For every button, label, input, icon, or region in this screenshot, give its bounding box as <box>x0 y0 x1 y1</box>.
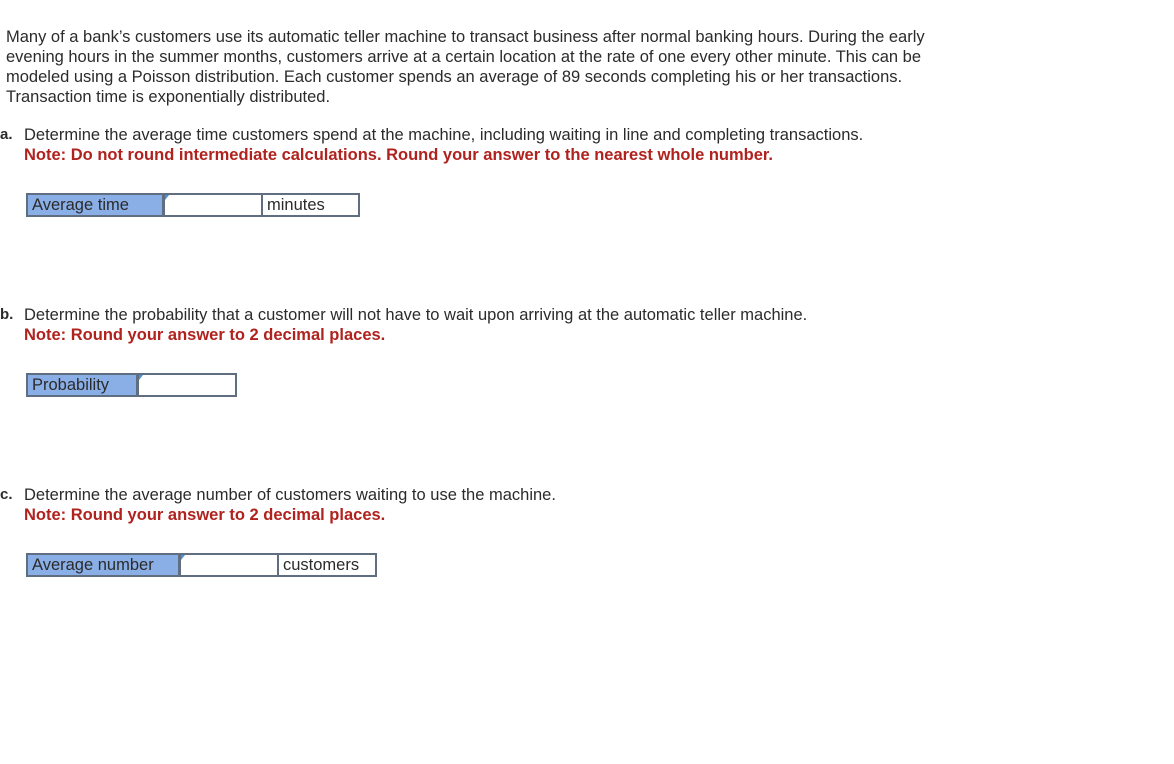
answer-label: Average time <box>28 195 164 215</box>
average-time-input[interactable] <box>164 195 261 215</box>
answer-input-wrap <box>138 375 235 395</box>
answer-unit: minutes <box>261 195 358 215</box>
rounding-note: Note: Do not round intermediate calculations. Round your answer to the nearest whole number. <box>24 146 774 164</box>
question-text: Determine the average time customers spend at the machine, including waiting in line and completing transactions. <box>24 126 864 144</box>
part-letter: c. <box>0 486 13 503</box>
rounding-note: Note: Round your answer to 2 decimal places. <box>24 506 386 524</box>
question-text: Determine the average number of customers waiting to use the machine. <box>24 486 556 504</box>
part-c <box>0 485 1174 574</box>
answer-row-average-number <box>26 553 377 577</box>
probability-input[interactable] <box>138 375 235 395</box>
part-a <box>0 125 1174 214</box>
question-text: Determine the probability that a customer will not have to wait upon arriving at the automatic teller machine. <box>24 306 808 324</box>
part-letter: a. <box>0 126 13 143</box>
answer-unit: customers <box>277 555 375 575</box>
answer-row-average-time <box>26 193 360 217</box>
answer-label: Average number <box>28 555 180 575</box>
question-line <box>0 125 1174 145</box>
average-number-input[interactable] <box>180 555 277 575</box>
problem-intro: Many of a bank’s customers use its automatic teller machine to transact business after normal banking hours. During the early evening hours in the summer months, customers arrive at a certain location at the rate of one every other minute. This can be modeled using a Poisson distribution. Each customer spends an average of 89 seconds completing his or her transactions. Transaction time is exponentially distributed. <box>6 28 925 106</box>
rounding-note: Note: Round your answer to 2 decimal places. <box>24 326 386 344</box>
answer-label: Probability <box>28 375 138 395</box>
part-b <box>0 305 1174 394</box>
question-line <box>0 305 1174 325</box>
answer-input-wrap <box>180 555 277 575</box>
answer-row-probability <box>26 373 237 397</box>
part-letter: b. <box>0 306 14 323</box>
question-line <box>0 485 1174 505</box>
answer-input-wrap <box>164 195 261 215</box>
